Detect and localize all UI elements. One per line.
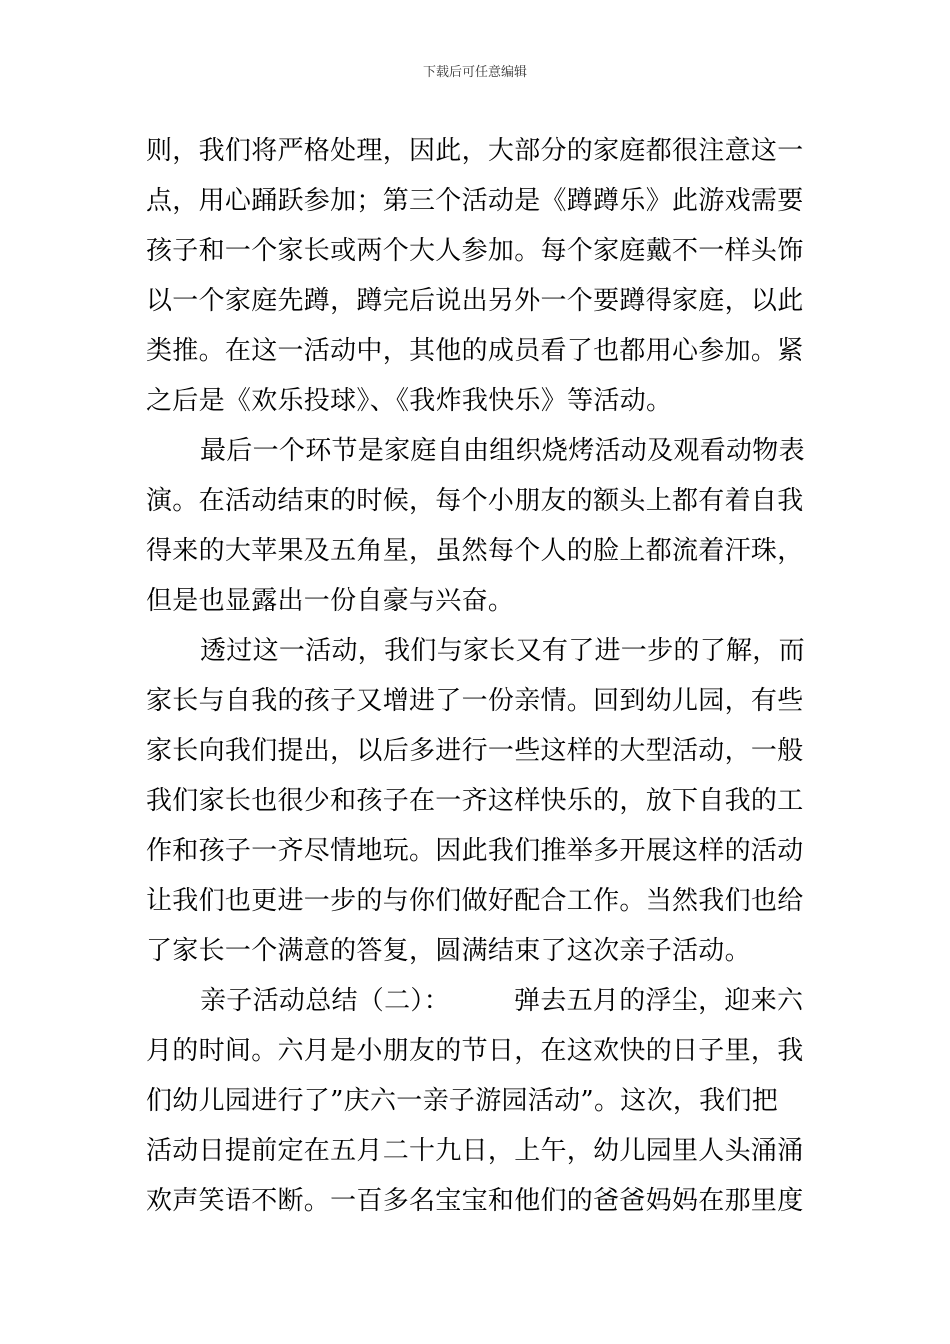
text-line: 则，我们将严格处理，因此，大部分的家庭都很注意这一 — [146, 136, 804, 166]
text-line: 们幼儿园进行了”庆六一亲子游园活动”。这次，我们把 — [146, 1086, 779, 1116]
text-line: 但是也显露出一份自豪与兴奋。 — [146, 586, 515, 616]
text-line: 我们家长也很少和孩子在一齐这样快乐的，放下自我的工 — [146, 786, 804, 816]
text-line: 孩子和一个家长或两个大人参加。每个家庭戴不一样头饰 — [146, 236, 804, 266]
section-heading-line — [146, 976, 811, 1026]
text-line: 作和孩子一齐尽情地玩。因此我们推举多开展这样的活动 — [146, 836, 804, 866]
paragraph-start-line: 最后一个环节是家庭自由组织烧烤活动及观看动物表 — [200, 436, 805, 466]
section-heading: 亲子活动总结（二）： — [200, 986, 451, 1016]
text-line: 得来的大苹果及五角星，虽然每个人的脸上都流着汗珠， — [146, 536, 804, 566]
text-line: 家长向我们提出，以后多进行一些这样的大型活动，一般 — [146, 736, 804, 766]
paragraph-start-line: 透过这一活动，我们与家长又有了进一步的了解，而 — [200, 636, 805, 666]
text-line: 点，用心踊跃参加；第三个活动是《蹲蹲乐》此游戏需要 — [146, 186, 804, 216]
text-line: 家长与自我的孩子又增进了一份亲情。回到幼儿园，有些 — [146, 686, 804, 716]
document-body — [146, 126, 811, 1226]
section-intro-text: 弹去五月的浮尘，迎来六 — [514, 986, 804, 1016]
text-line: 月的时间。六月是小朋友的节日，在这欢快的日子里，我 — [146, 1036, 804, 1066]
text-line: 了家长一个满意的答复，圆满结束了这次亲子活动。 — [146, 936, 751, 966]
text-line: 之后是《欢乐投球》、《我炸我快乐》等活动。 — [146, 386, 673, 416]
text-line: 以一个家庭先蹲，蹲完后说出另外一个要蹲得家庭，以此 — [146, 286, 804, 316]
text-line: 欢声笑语不断。一百多名宝宝和他们的爸爸妈妈在那里度 — [146, 1186, 804, 1216]
text-line: 活动日提前定在五月二十九日，上午，幼儿园里人头涌涌 — [146, 1136, 804, 1166]
text-line: 类推。在这一活动中，其他的成员看了也都用心参加。紧 — [146, 336, 804, 366]
text-line: 演。在活动结束的时候，每个小朋友的额头上都有着自我 — [146, 486, 804, 516]
page-header: 下载后可任意编辑 — [422, 65, 527, 80]
text-line: 让我们也更进一步的与你们做好配合工作。当然我们也给 — [146, 886, 804, 916]
